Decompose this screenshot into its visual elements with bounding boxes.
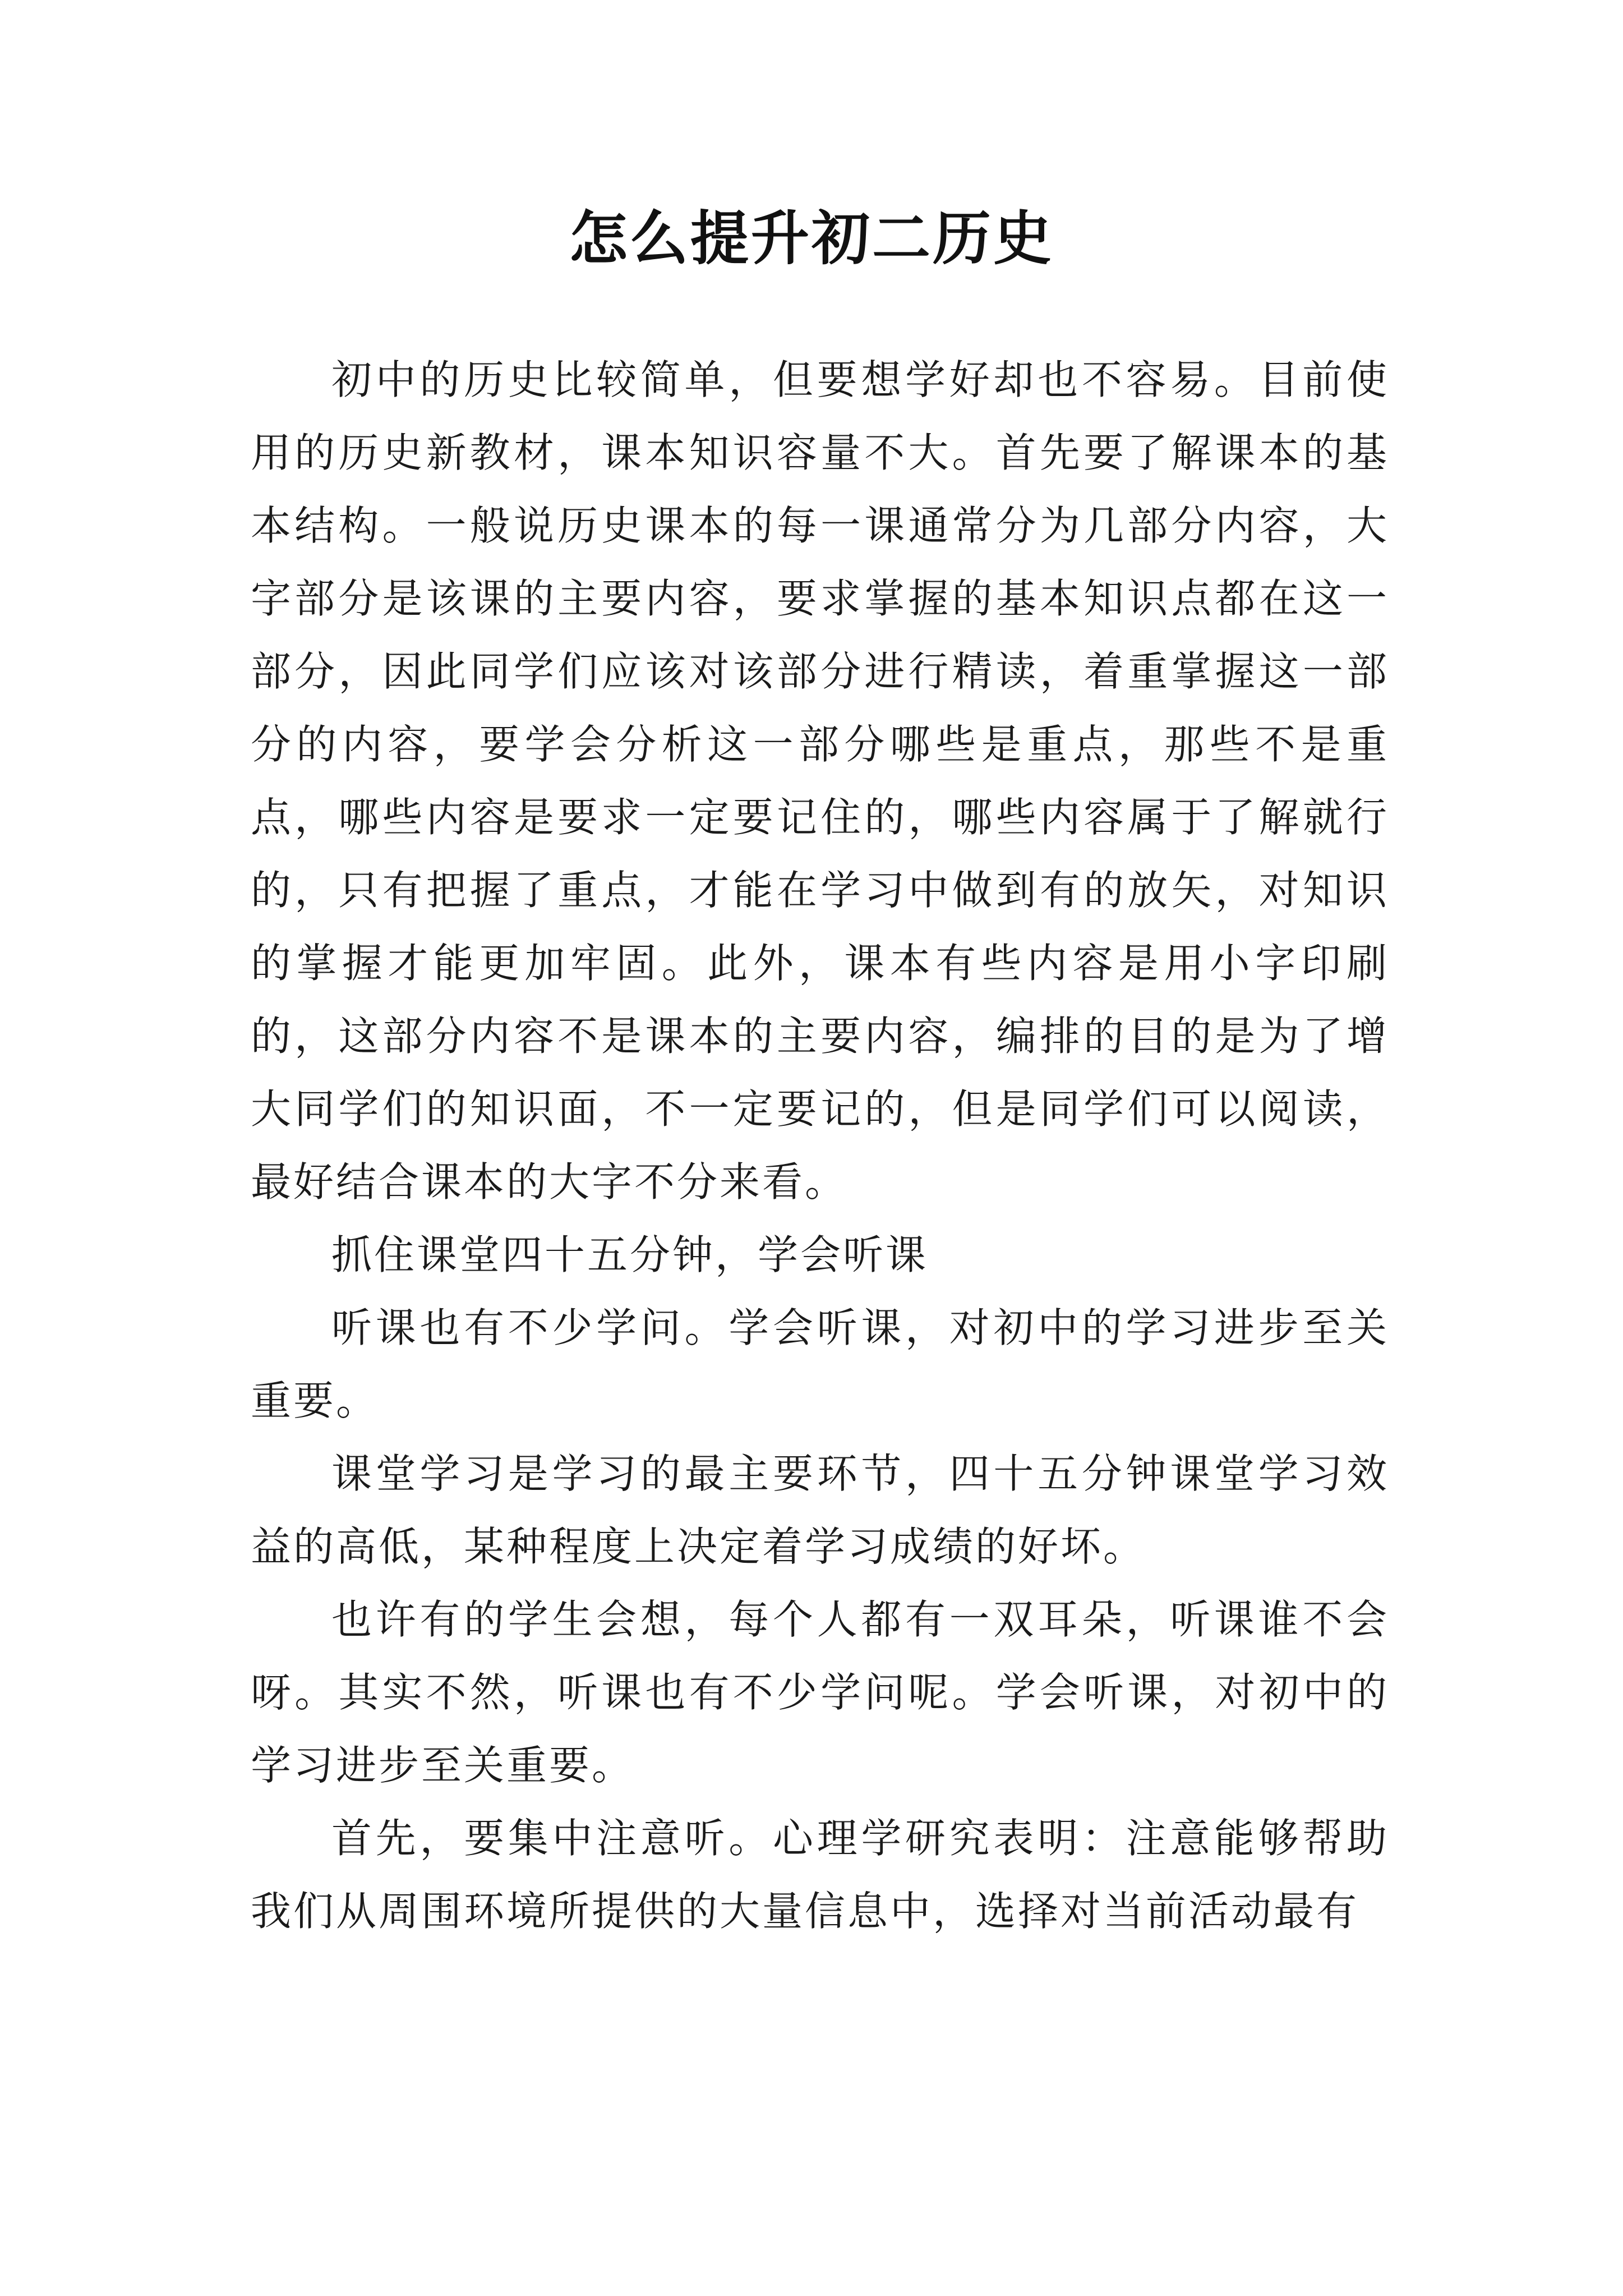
paragraph-4: 课堂学习是学习的最主要环节，四十五分钟课堂学习效益的高低，某种程度上决定着学习成绩的好坏。 xyxy=(251,1450,1389,1570)
document-body xyxy=(251,343,1389,1948)
document-title: 怎么提升初二历史 xyxy=(569,204,1054,273)
paragraph-2-section-heading: 抓住课堂四十五分钟，学会听课 xyxy=(331,1231,929,1278)
paragraph-1: 初中的历史比较简单，但要想学好却也不容易。目前使用的历史新教材，课本知识容量不大。首先要了解课本的基本结构。一般说历史课本的每一课通常分为几部分内容，大字部分是该课的主要内容，要求掌握的基本知识点都在这一部分，因此同学们应该对该部分进行精读，着重掌握这一部分的内容，要学会分析这一部分哪些是重点，那些不是重点，哪些内容是要求一定要记住的，哪些内容属于了解就行的，只有把握了重点，才能在学习中做到有的放矢，对知识的掌握才能更加牢固。此外，课本有些内容是用小字印刷的，这部分内容不是课本的主要内容，编排的目的是为了增大同学们的知识面，不一定要记的，但是同学们可以阅读，最好结合课本的大字不分来看。 xyxy=(251,356,1389,1205)
paragraph-5: 也许有的学生会想，每个人都有一双耳朵，听课谁不会呀。其实不然，听课也有不少学问呢。学会听课，对初中的学习进步至关重要。 xyxy=(251,1596,1389,1789)
paragraph-6: 首先，要集中注意听。心理学研究表明：注意能够帮助我们从周围环境所提供的大量信息中，选择对当前活动最有 xyxy=(251,1815,1389,1935)
paragraph-3: 听课也有不少学问。学会听课，对初中的学习进步至关重要。 xyxy=(251,1304,1389,1424)
